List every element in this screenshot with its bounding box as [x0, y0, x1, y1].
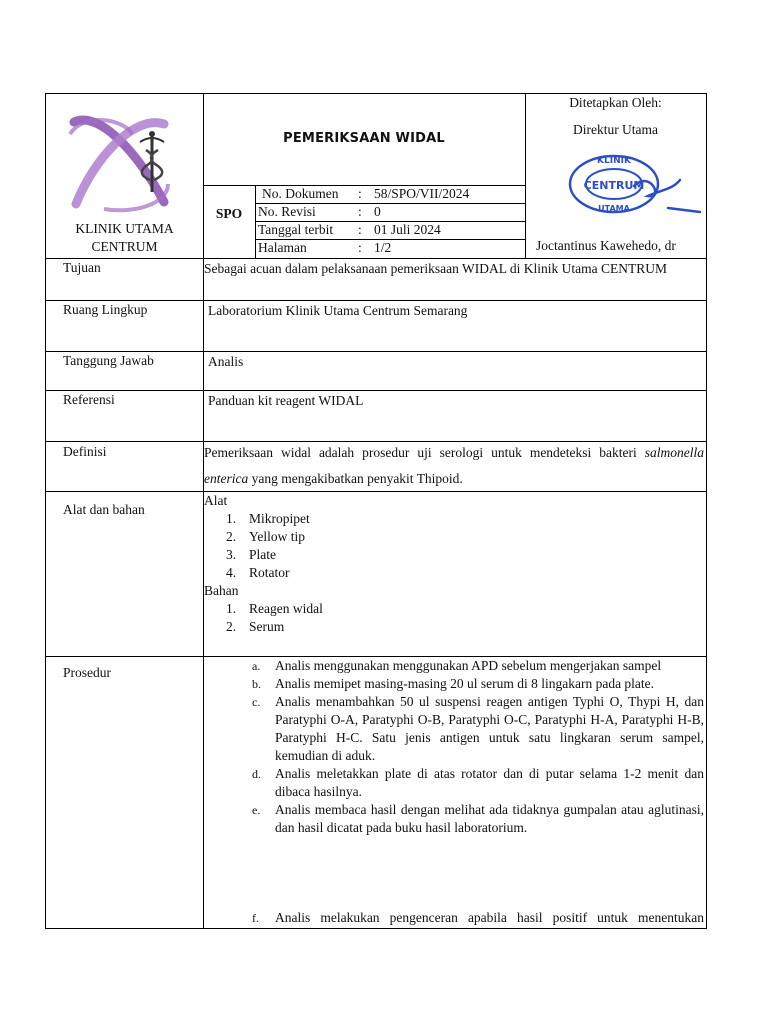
meta-row-no-revisi [256, 204, 526, 221]
clinic-name-line2: CENTRUM [91, 239, 158, 254]
divider [203, 94, 204, 258]
stamp-text-top: KLINIK [597, 156, 631, 166]
meta-colon: : [358, 204, 362, 219]
prosedur-list [204, 657, 704, 927]
meta-colon: : [358, 222, 362, 237]
list-item: a. Analis menggunakan menggunakan APD sebelum mengerjakan sampel [252, 658, 662, 673]
section-content-referensi: Panduan kit reagent WIDAL [208, 393, 364, 408]
section-label-definisi: Definisi [63, 444, 107, 459]
definisi-text-end: yang mengakibatkan penyakit Thipoid. [248, 471, 463, 486]
meta-value: 0 [374, 204, 381, 219]
meta-colon: : [358, 186, 362, 201]
section-label-alat-bahan: Alat dan bahan [63, 502, 145, 517]
section-label-referensi: Referensi [63, 392, 115, 407]
section-content-tanggung-jawab: Analis [208, 354, 244, 369]
list-item: e. Analis membaca hasil dengan melihat ada tidaknya gumpalan atau aglutinasi, dan hasil dicatat pada buku hasil laboratorium. [252, 802, 704, 835]
meta-value: 58/SPO/VII/2024 [374, 186, 470, 201]
meta-label: Halaman [258, 240, 307, 255]
section-content-definisi [204, 440, 704, 492]
list-item: 1. Mikropipet [226, 511, 310, 526]
meta-row-no-dokumen [256, 186, 526, 203]
alat-list [204, 510, 704, 582]
list-item: 2. Serum [226, 619, 285, 634]
stamp-text-mid: CENTRUM [583, 179, 645, 192]
spo-label: SPO [215, 206, 243, 221]
meta-colon: : [358, 240, 362, 255]
stamp-text-bottom: UTAMA [598, 204, 630, 213]
definisi-italic: salmonella enterica [204, 445, 704, 486]
clinic-stamp [564, 150, 704, 220]
meta-value: 01 Juli 2024 [374, 222, 441, 237]
approval-position: Direktur Utama [572, 122, 659, 137]
spo-document [45, 93, 707, 929]
section-label-tujuan: Tujuan [63, 260, 101, 275]
section-label-ruang-lingkup: Ruang Lingkup [63, 302, 148, 317]
section-content-prosedur [204, 657, 704, 927]
meta-label: Tanggal terbit [258, 222, 334, 237]
list-item: c. Analis menambahkan 50 ul suspensi reagen antigen Typhi O, Thypi H, dan Paratyphi O-A, Paratyphi O-B, Paratyphi O-C, Paratyphi H-A, Paratyphi H-B, Paratyphi H-C. Satu jenis antigen untuk satu lingkaran serum sampel, kemudian di aduk. [252, 694, 704, 763]
bahan-heading: Bahan [204, 583, 239, 598]
definisi-text: Pemeriksaan widal adalah prosedur uji serologi untuk mendeteksi bakteri [204, 445, 645, 460]
divider [46, 258, 706, 259]
list-item: f. Analis melakukan pengenceran apabila hasil positif untuk menentukan [252, 910, 704, 925]
list-item: 3. Plate [226, 547, 276, 562]
list-item: 4. Rotator [226, 565, 290, 580]
document-title: PEMERIKSAAN WIDAL [283, 131, 445, 146]
meta-label: No. Revisi [258, 204, 316, 219]
section-content-ruang-lingkup: Laboratorium Klinik Utama Centrum Semarang [208, 303, 468, 318]
clinic-name-line1: KLINIK UTAMA [75, 221, 174, 236]
signatory-name: Joctantinus Kawehedo, dr [536, 238, 676, 253]
divider [46, 300, 706, 301]
meta-value: 1/2 [374, 240, 392, 255]
meta-row-halaman [256, 240, 526, 257]
section-label-tanggung-jawab: Tanggung Jawab [63, 353, 154, 368]
alat-heading: Alat [204, 493, 228, 508]
list-item: 2. Yellow tip [226, 529, 306, 544]
clinic-logo [64, 114, 176, 214]
meta-row-tanggal-terbit [256, 222, 526, 239]
section-content-tujuan: Sebagai acuan dalam pelaksanaan pemeriksaan WIDAL di Klinik Utama CENTRUM [204, 261, 667, 276]
approval-heading: Ditetapkan Oleh: [569, 95, 662, 110]
divider [46, 351, 706, 352]
list-item: d. Analis meletakkan plate di atas rotator dan di putar selama 1-2 menit dan dibaca hasilnya. [252, 766, 704, 799]
section-label-prosedur: Prosedur [63, 665, 111, 680]
clinic-name [46, 220, 203, 256]
divider [46, 390, 706, 391]
bahan-list [204, 600, 704, 636]
list-item: b. Analis memipet masing-masing 20 ul serum di 8 lingakarn pada plate. [252, 676, 655, 691]
section-content-alat-bahan [204, 492, 704, 636]
list-item: 1. Reagen widal [226, 601, 323, 616]
meta-label: No. Dokumen [262, 186, 339, 201]
